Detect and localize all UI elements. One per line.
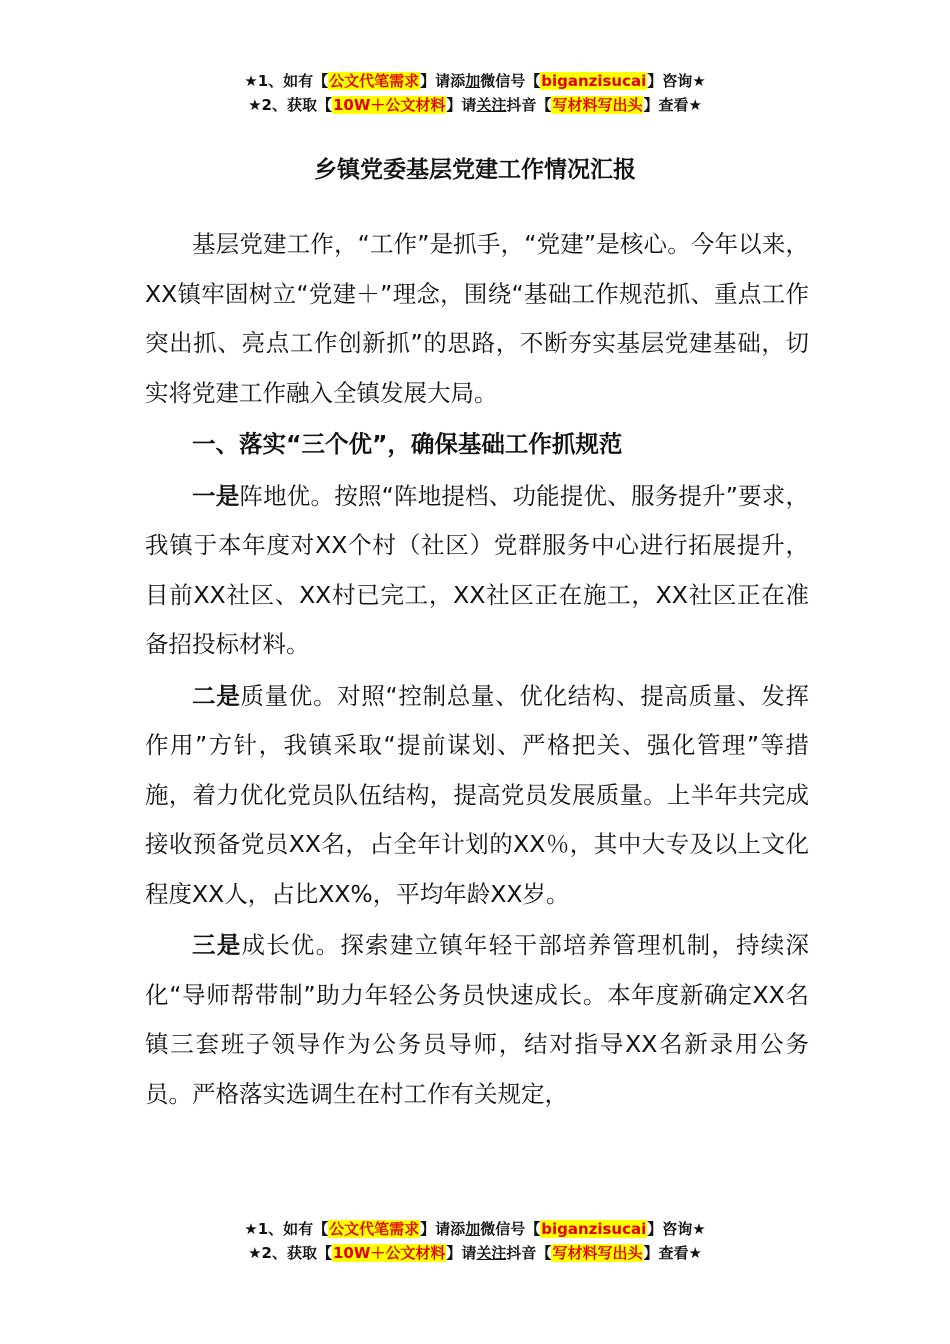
item-lead: 二是 xyxy=(192,681,241,710)
banner-text: 】咨询★ xyxy=(647,1220,706,1238)
item-lead: 一是 xyxy=(192,481,240,510)
banner-douyin-id: 写材料写出头 xyxy=(552,96,643,114)
banner-text: 】请 xyxy=(446,1244,477,1262)
document-title: 乡镇党委基层党建工作情况汇报 xyxy=(314,157,636,183)
banner-highlight: 10W＋公文材料 xyxy=(332,96,446,114)
banner-text: 微信号【 xyxy=(480,1220,541,1238)
section-heading: 一、落实“三个优”，确保基础工作抓规范 xyxy=(192,430,623,458)
banner-text: 】请 xyxy=(446,96,477,114)
banner-highlight: 公文代笔需求 xyxy=(329,72,420,90)
banner-line-1 xyxy=(0,1217,950,1241)
banner-wechat-id: biganzisucai xyxy=(541,72,647,90)
banner-line-2 xyxy=(0,93,950,117)
header-banner xyxy=(0,69,950,117)
intro-paragraph: 基层党建工作，“工作”是抓手，“党建”是核心。今年以来，XX镇牢固树立“党建＋”理念，围绕“基础工作规范抓、重点工作突出抓、亮点工作创新抓”的思路，不断夯实基层党建基础，切实将党建工作融入全镇发展大局。 xyxy=(145,230,809,407)
banner-text: 】请添 xyxy=(420,72,466,90)
document-body xyxy=(145,220,809,1119)
banner-text: 】查看★ xyxy=(643,1244,702,1262)
banner-text: ★1、如有【 xyxy=(244,72,329,90)
item-text: 阵地优。按照“阵地提档、功能提优、服务提升”要求，我镇于本年度对XX个村（社区）党群服务中心进行拓展提升，目前XX社区、XX村已完工，XX社区正在施工，XX社区正在准备招投标材料。 xyxy=(145,481,809,658)
banner-text: ★2、获取【 xyxy=(248,96,332,114)
paragraph-item-1 xyxy=(145,472,809,670)
banner-text: 微信号【 xyxy=(480,72,541,90)
banner-underlined-text: 关注 xyxy=(476,96,507,114)
paragraph-item-2 xyxy=(145,672,809,920)
banner-line-1 xyxy=(0,69,950,93)
banner-text: 】请添 xyxy=(420,1220,466,1238)
banner-text: 抖音【 xyxy=(506,1244,552,1262)
banner-underlined-text: 加 xyxy=(465,1220,481,1238)
banner-text: ★2、获取【 xyxy=(248,1244,332,1262)
banner-highlight: 公文代笔需求 xyxy=(329,1220,420,1238)
banner-line-2 xyxy=(0,1241,950,1265)
banner-text: ★1、如有【 xyxy=(244,1220,329,1238)
item-lead: 三是 xyxy=(192,931,242,959)
footer-banner xyxy=(0,1217,950,1265)
banner-text: 】查看★ xyxy=(643,96,702,114)
banner-underlined-text: 关注 xyxy=(476,1244,507,1262)
item-text: 质量优。对照“控制总量、优化结构、提高质量、发挥作用”方针，我镇采取“提前谋划、严格把关、强化管理”等措施，着力优化党员队伍结构，提高党员发展质量。上半年共完成接收预备党员XX名，占全年计划的XX％，其中大专及以上文化程度XX人，占比XX%，平均年龄XX岁。 xyxy=(145,681,809,908)
banner-text: 抖音【 xyxy=(506,96,552,114)
banner-douyin-id: 写材料写出头 xyxy=(552,1244,643,1262)
paragraph-item-3 xyxy=(145,921,809,1119)
item-text: 成长优。探索建立镇年轻干部培养管理机制，持续深化“导师帮带制”助力年轻公务员快速成长。本年度新确定XX名镇三套班子领导作为公务员导师，结对指导XX名新录用公务员。严格落实选调生在村工作有关规定， xyxy=(145,931,810,1108)
banner-text: 】咨询★ xyxy=(647,72,706,90)
banner-wechat-id: biganzisucai xyxy=(541,1220,647,1238)
banner-underlined-text: 加 xyxy=(465,72,481,90)
banner-highlight: 10W＋公文材料 xyxy=(332,1244,446,1262)
